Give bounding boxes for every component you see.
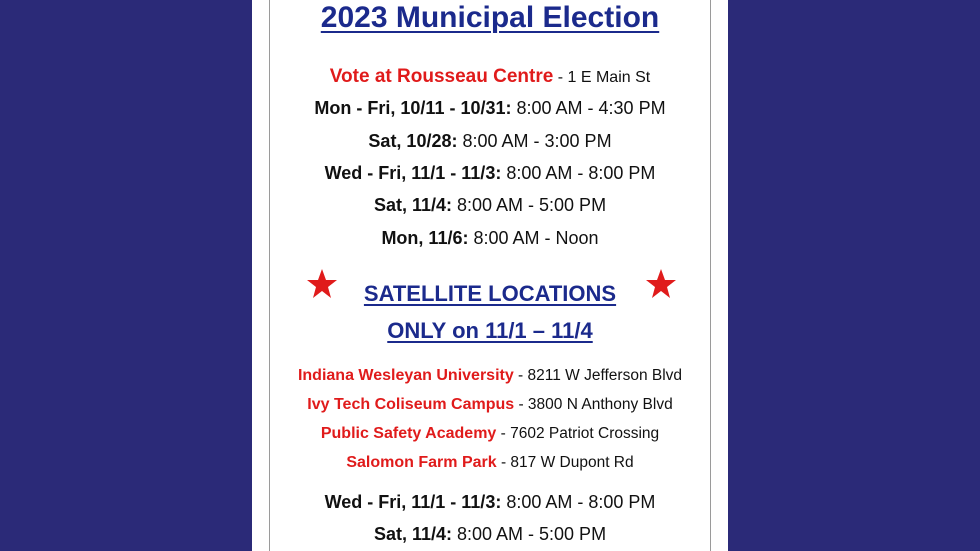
main-schedule-row [252, 131, 728, 152]
satellite-location-address: - 817 W Dupont Rd [496, 454, 634, 471]
satellite-location [252, 396, 728, 414]
satellite-location-name: Salomon Farm Park [346, 454, 497, 471]
satellite-location [252, 454, 728, 472]
satellite-location-name: Indiana Wesleyan University [297, 367, 514, 384]
satellite-location-name: Ivy Tech Coliseum Campus [307, 396, 515, 413]
schedule-hours: 8:00 AM - Noon [468, 228, 599, 248]
satellite-location-address: - 7602 Patriot Crossing [496, 425, 660, 442]
schedule-hours: 8:00 AM - 3:00 PM [457, 131, 612, 151]
main-location-name: Vote at Rousseau Centre [329, 66, 554, 87]
satellite-location [252, 425, 728, 443]
right-background-panel [728, 0, 980, 551]
election-flyer [252, 0, 728, 551]
schedule-days: Mon, 11/6: [381, 228, 469, 248]
main-location [252, 66, 728, 88]
main-schedule-row [252, 163, 728, 184]
schedule-days: Wed - Fri, 11/1 - 11/3: [324, 492, 502, 512]
satellite-heading: SATELLITE LOCATIONS [363, 281, 617, 306]
satellite-location [252, 367, 728, 385]
main-schedule-row [252, 195, 728, 216]
satellite-location-address: - 8211 W Jefferson Blvd [513, 367, 683, 384]
page-title: 2023 Municipal Election [320, 1, 660, 34]
schedule-hours: 8:00 AM - 5:00 PM [451, 195, 607, 215]
schedule-days: Sat, 11/4: [373, 524, 452, 544]
main-schedule-row [252, 228, 728, 249]
schedule-days: Sat, 11/4: [373, 195, 452, 215]
schedule-hours: 8:00 AM - 5:00 PM [451, 524, 607, 544]
satellite-subheading: ONLY on 11/1 – 11/4 [387, 318, 593, 343]
main-location-address: - 1 E Main St [553, 69, 651, 86]
main-schedule-row [252, 98, 728, 119]
satellite-schedule-row [252, 524, 728, 545]
satellite-schedule-row [252, 492, 728, 513]
left-background-panel [0, 0, 252, 551]
schedule-days: Mon - Fri, 10/11 - 10/31: [314, 98, 512, 118]
satellite-location-address: - 3800 N Anthony Blvd [514, 396, 673, 413]
schedule-hours: 8:00 AM - 4:30 PM [511, 98, 666, 118]
schedule-days: Sat, 10/28: [368, 131, 458, 151]
schedule-hours: 8:00 AM - 8:00 PM [501, 163, 656, 183]
schedule-hours: 8:00 AM - 8:00 PM [501, 492, 656, 512]
schedule-days: Wed - Fri, 11/1 - 11/3: [324, 163, 502, 183]
satellite-location-name: Public Safety Academy [320, 425, 497, 442]
